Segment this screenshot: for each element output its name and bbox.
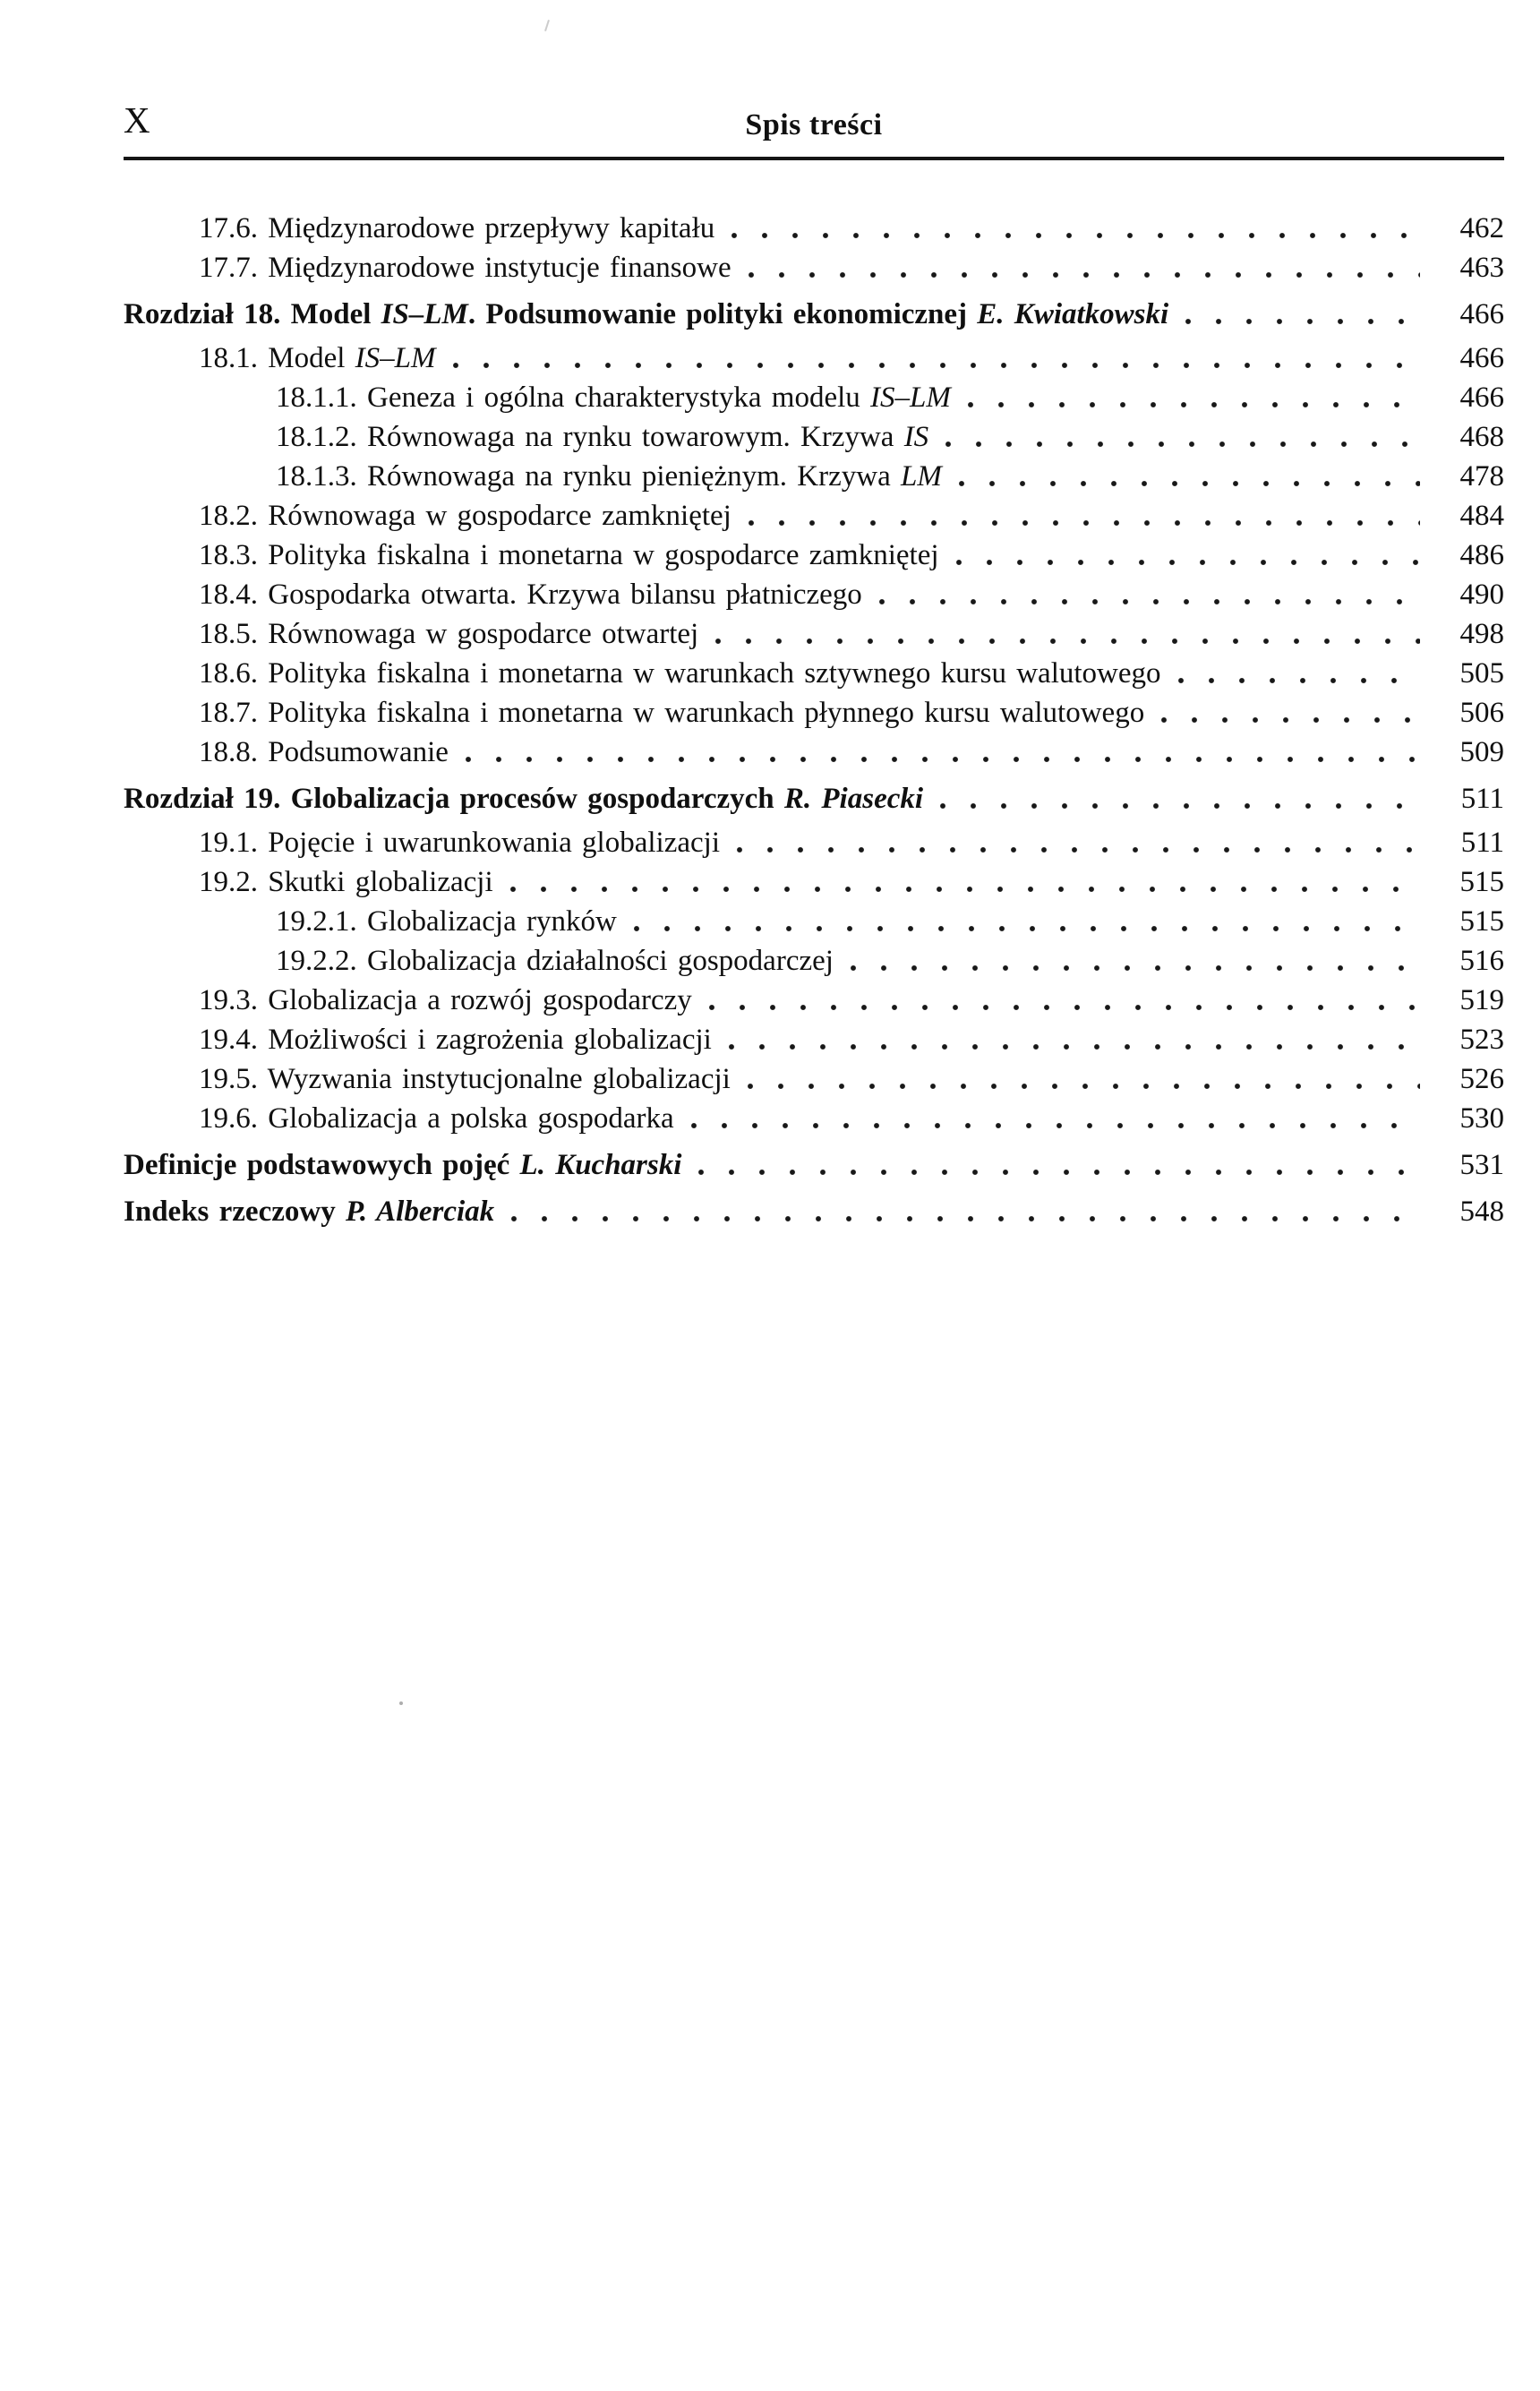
toc-entry bbox=[124, 1020, 1504, 1059]
toc-entry bbox=[124, 248, 1504, 287]
page-number: 484 bbox=[1459, 500, 1504, 532]
dot-leader bbox=[729, 209, 1420, 248]
toc-list bbox=[124, 209, 1504, 1236]
page-number: 530 bbox=[1459, 1102, 1504, 1135]
dot-leader bbox=[1183, 295, 1420, 334]
dot-leader bbox=[954, 536, 1420, 575]
page-number: 515 bbox=[1459, 905, 1504, 938]
toc-entry bbox=[124, 536, 1504, 575]
toc-entry-title: 18.7. Polityka fiskalna i monetarna w warunkach płynnego kursu walutowego bbox=[199, 697, 1145, 729]
dot-leader bbox=[631, 902, 1420, 941]
dot-leader bbox=[734, 823, 1420, 862]
toc-entry-title: Rozdział 19. Globalizacja procesów gospodarczych R. Piasecki bbox=[124, 783, 924, 815]
toc-entry bbox=[124, 981, 1504, 1020]
dot-leader bbox=[689, 1099, 1420, 1138]
toc-entry-title: 18.6. Polityka fiskalna i monetarna w warunkach sztywnego kursu walutowego bbox=[199, 657, 1161, 690]
dot-leader bbox=[745, 1059, 1420, 1099]
toc-entry-title: 19.5. Wyzwania instytucjonalne globalizacji bbox=[199, 1063, 731, 1095]
toc-entry-title: 18.1.3. Równowaga na rynku pieniężnym. Krzywa LM bbox=[276, 460, 942, 493]
toc-entry bbox=[124, 209, 1504, 248]
page-number: 478 bbox=[1459, 460, 1504, 493]
toc-entry-title: 18.1.1. Geneza i ogólna charakterystyka modelu IS–LM bbox=[276, 381, 951, 414]
dot-leader bbox=[509, 1192, 1420, 1231]
scan-slash-artifact bbox=[544, 20, 550, 31]
toc-entry bbox=[124, 295, 1504, 334]
dot-leader bbox=[937, 779, 1420, 818]
page-number: 463 bbox=[1459, 252, 1504, 284]
toc-entry bbox=[124, 1192, 1504, 1231]
toc-entry bbox=[124, 457, 1504, 496]
toc-entry-title: 19.2.2. Globalizacja działalności gospodarczej bbox=[276, 945, 834, 977]
toc-entry bbox=[124, 779, 1504, 818]
scan-speck-artifact bbox=[399, 1701, 403, 1705]
toc-entry-title: 18.3. Polityka fiskalna i monetarna w gospodarce zamkniętej bbox=[199, 539, 939, 571]
dot-leader bbox=[746, 248, 1420, 287]
page-number: 511 bbox=[1460, 827, 1504, 859]
dot-leader bbox=[956, 457, 1420, 496]
toc-entry-title: 19.1. Pojęcie i uwarunkowania globalizacji bbox=[199, 827, 720, 859]
page-number: 531 bbox=[1459, 1149, 1504, 1181]
toc-entry bbox=[124, 378, 1504, 417]
dot-leader bbox=[1176, 654, 1420, 693]
toc-entry-title: Rozdział 18. Model IS–LM. Podsumowanie polityki ekonomicznej E. Kwiatkowski bbox=[124, 298, 1169, 330]
page-number: 516 bbox=[1459, 945, 1504, 977]
toc-entry bbox=[124, 496, 1504, 536]
toc-entry bbox=[124, 614, 1504, 654]
page-number: 468 bbox=[1459, 421, 1504, 453]
toc-entry bbox=[124, 1145, 1504, 1185]
toc-entry-title: 18.1.2. Równowaga na rynku towarowym. Krzywa IS bbox=[276, 421, 929, 453]
page-number: 509 bbox=[1459, 736, 1504, 768]
page-number: 486 bbox=[1459, 539, 1504, 571]
dot-leader bbox=[713, 614, 1420, 654]
page-number: 515 bbox=[1459, 866, 1504, 898]
dot-leader bbox=[463, 733, 1420, 772]
toc-entry-title: 18.2. Równowaga w gospodarce zamkniętej bbox=[199, 500, 732, 532]
toc-entry bbox=[124, 654, 1504, 693]
toc-entry bbox=[124, 339, 1504, 378]
dot-leader bbox=[965, 378, 1420, 417]
dot-leader bbox=[706, 981, 1420, 1020]
dot-leader bbox=[848, 941, 1420, 981]
dot-leader bbox=[746, 496, 1420, 536]
dot-leader bbox=[1159, 693, 1420, 733]
toc-entry-title: 19.2.1. Globalizacja rynków bbox=[276, 905, 617, 938]
toc-entry bbox=[124, 733, 1504, 772]
toc-entry-title: 18.4. Gospodarka otwarta. Krzywa bilansu płatniczego bbox=[199, 578, 862, 611]
toc-entry-title: 17.7. Międzynarodowe instytucje finansowe bbox=[199, 252, 732, 284]
page-number: 462 bbox=[1459, 212, 1504, 244]
dot-leader bbox=[726, 1020, 1420, 1059]
toc-entry-title: Indeks rzeczowy P. Alberciak bbox=[124, 1196, 495, 1228]
dot-leader bbox=[508, 862, 1420, 902]
toc-entry bbox=[124, 1099, 1504, 1138]
page-number: 490 bbox=[1459, 578, 1504, 611]
toc-entry-title: 18.1. Model IS–LM bbox=[199, 342, 436, 374]
toc-entry-title: 19.4. Możliwości i zagrożenia globalizacji bbox=[199, 1024, 712, 1056]
toc-entry-title: 18.5. Równowaga w gospodarce otwartej bbox=[199, 618, 699, 650]
toc-entry-title: 19.2. Skutki globalizacji bbox=[199, 866, 493, 898]
page-number: 505 bbox=[1459, 657, 1504, 690]
dot-leader bbox=[450, 339, 1420, 378]
page-number: 506 bbox=[1459, 697, 1504, 729]
toc-entry-title: 19.3. Globalizacja a rozwój gospodarczy bbox=[199, 984, 692, 1016]
toc-entry-title: 17.6. Międzynarodowe przepływy kapitału bbox=[199, 212, 715, 244]
toc-entry bbox=[124, 902, 1504, 941]
toc-entry bbox=[124, 417, 1504, 457]
page-number: 548 bbox=[1459, 1196, 1504, 1228]
dot-leader bbox=[943, 417, 1420, 457]
page-number: 498 bbox=[1459, 618, 1504, 650]
toc-entry bbox=[124, 862, 1504, 902]
toc-entry bbox=[124, 823, 1504, 862]
toc-entry bbox=[124, 693, 1504, 733]
dot-leader bbox=[877, 575, 1420, 614]
page-title: Spis treści bbox=[745, 108, 883, 141]
toc-entry bbox=[124, 1059, 1504, 1099]
toc-entry-title: Definicje podstawowych pojęć L. Kucharski bbox=[124, 1149, 682, 1181]
page-number: 519 bbox=[1459, 984, 1504, 1016]
toc-entry bbox=[124, 941, 1504, 981]
header-divider bbox=[124, 157, 1504, 160]
running-head-page-number: X bbox=[124, 99, 151, 141]
toc-entry bbox=[124, 575, 1504, 614]
page-number: 466 bbox=[1459, 298, 1504, 330]
toc-entry-title: 18.8. Podsumowanie bbox=[199, 736, 449, 768]
toc-entry-title: 19.6. Globalizacja a polska gospodarka bbox=[199, 1102, 674, 1135]
page-number: 523 bbox=[1459, 1024, 1504, 1056]
dot-leader bbox=[696, 1145, 1420, 1185]
page-number: 466 bbox=[1459, 381, 1504, 414]
page-number: 466 bbox=[1459, 342, 1504, 374]
page-number: 511 bbox=[1460, 783, 1504, 815]
page-number: 526 bbox=[1459, 1063, 1504, 1095]
